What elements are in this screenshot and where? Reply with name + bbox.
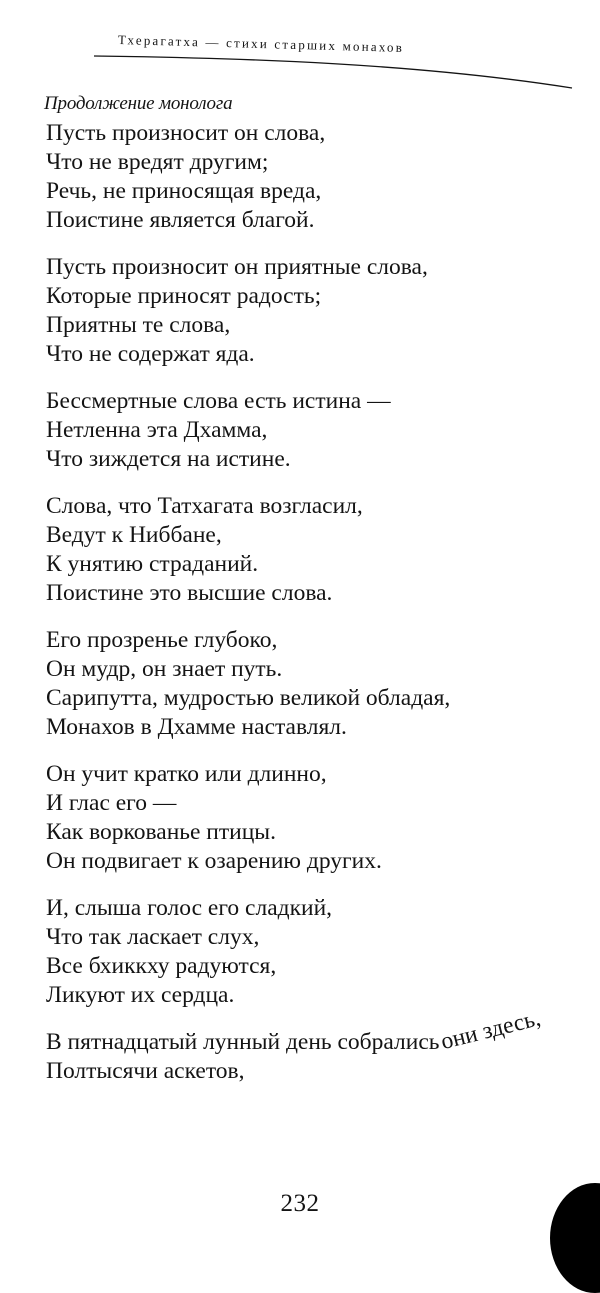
poem-line: Пусть произносит он приятные слова, — [46, 254, 428, 280]
stanza — [46, 253, 586, 369]
stanza — [46, 760, 586, 876]
stanza — [46, 119, 586, 235]
poem-line-main: В пятнадцатый лунный день собрались — [46, 1029, 440, 1055]
stanza — [46, 492, 586, 608]
stanza — [46, 894, 586, 1010]
poem-line-curved-tail: они здесь, — [438, 1005, 544, 1056]
stanza-final — [46, 1005, 586, 1086]
poem-line: Монахов в Дхамме наставлял. — [46, 714, 347, 740]
poem-line: Что не вредят другим; — [46, 149, 269, 175]
poem-line: Которые приносят радость; — [46, 283, 322, 309]
poem-line: К унятию страданий. — [46, 551, 259, 577]
poem-line: Как воркованье птицы. — [46, 819, 276, 845]
poem-line: Что не содержат яда. — [46, 341, 255, 367]
stanza — [46, 626, 586, 742]
poem-line: Ведут к Ниббане, — [46, 522, 222, 548]
poem-line: Все бхиккху радуются, — [46, 953, 277, 979]
poem-line — [46, 1005, 586, 1057]
poem-line: И глас его — — [46, 790, 177, 816]
section-label: Продолжение монолога — [44, 93, 233, 114]
poem-body — [46, 119, 586, 1104]
poem-line: Пусть произносит он слова, — [46, 120, 326, 146]
poem-line: Что так ласкает слух, — [46, 924, 260, 950]
stanza — [46, 387, 586, 474]
poem-line: Его прозренье глубоко, — [46, 627, 278, 653]
poem-line: Бессмертные слова есть истина — — [46, 388, 391, 414]
poem-line: Что зиждется на истине. — [46, 446, 291, 472]
poem-line: Нетленна эта Дхамма, — [46, 417, 268, 443]
poem-line: Он подвигает к озарению других. — [46, 848, 382, 874]
running-header: Тхерагатха — стихи старших монахов — [117, 32, 405, 55]
poem-line: Поистине это высшие слова. — [46, 580, 333, 606]
poem-line: Слова, что Татхагата возгласил, — [46, 493, 363, 519]
poem-line: И, слыша голос его сладкий, — [46, 895, 333, 921]
poem-line: Речь, не приносящая вреда, — [46, 178, 322, 204]
poem-line: Он учит кратко или длинно, — [46, 761, 327, 787]
poem-line: Полтысячи аскетов, — [46, 1058, 245, 1084]
page-number: 232 — [280, 1190, 320, 1217]
poem-line: Ликуют их сердца. — [46, 982, 235, 1008]
poem-line: Сарипутта, мудростью великой обладая, — [46, 685, 451, 711]
poem-line: Поистине является благой. — [46, 207, 315, 233]
poem-line: Он мудр, он знает путь. — [46, 656, 283, 682]
poem-line: Приятны те слова, — [46, 312, 231, 338]
